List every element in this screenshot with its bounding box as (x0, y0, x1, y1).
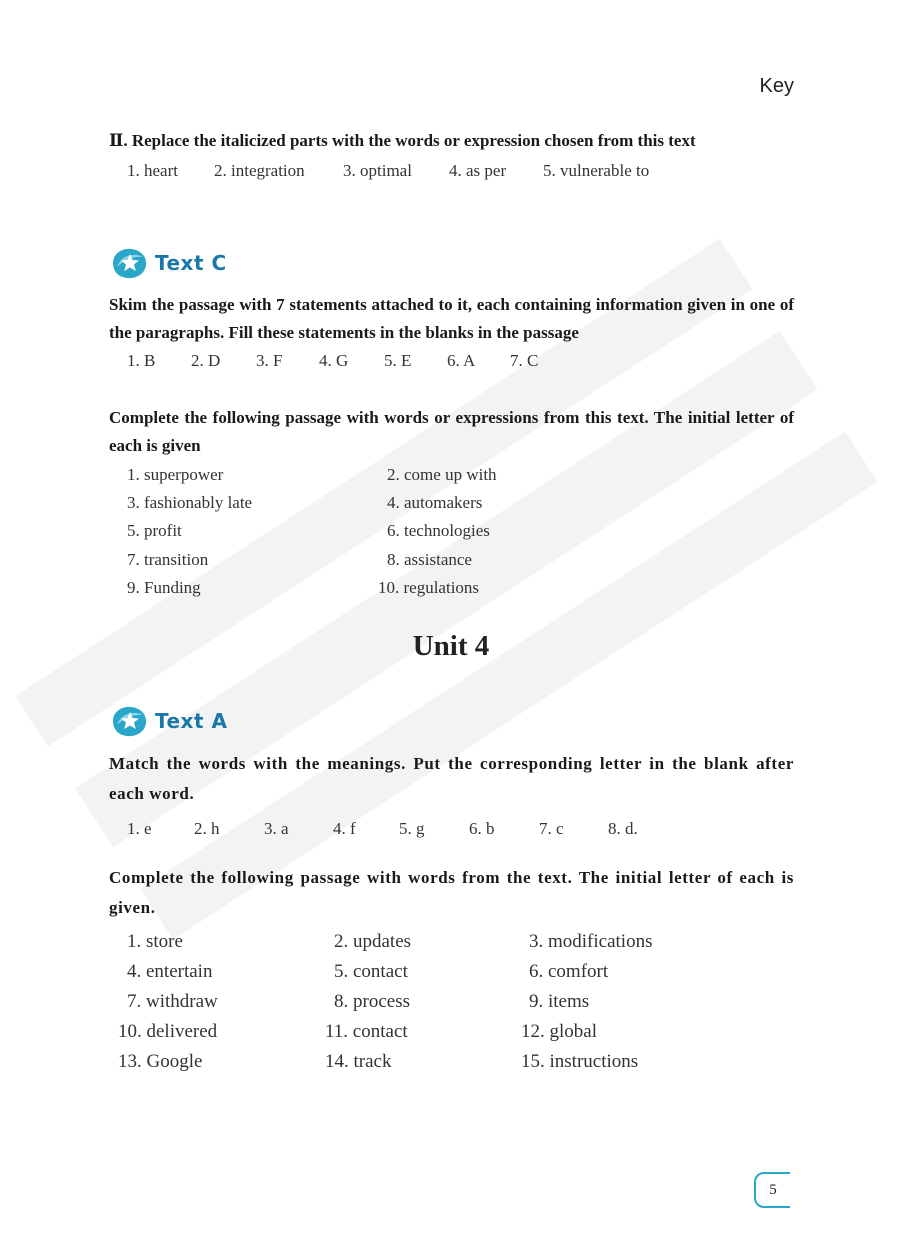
text-c-skim-heading: Skim the passage with 7 statements attached to it, each containing information given in one of the paragraphs. Fill these statements in the blanks in the passage (109, 295, 794, 342)
answer-item: 4. f (333, 819, 356, 838)
answer-item: 3. fashionably late (127, 493, 253, 512)
text-c-complete-heading: Complete the following passage with words or expressions from this text. The initial letter of each is given (109, 408, 794, 455)
unit-title: Unit 4 (412, 630, 490, 662)
answer-item: 7. c (539, 819, 564, 838)
answer-item: 3. F (256, 351, 283, 370)
answer-item: 13. Google (118, 1051, 203, 1072)
answer-item: 6. b (469, 819, 495, 838)
answer-item: 7. withdraw (127, 991, 218, 1012)
text-a-label (109, 703, 227, 739)
answer-item: 4. G (319, 351, 349, 370)
text-c-label (109, 245, 227, 281)
text-c-title: Text C (155, 251, 227, 275)
answer-item: 2. come up with (387, 465, 497, 484)
answer-item: 15. instructions (521, 1051, 639, 1072)
answer-item: 3. modifications (529, 931, 653, 952)
answer-item: 10. regulations (378, 578, 480, 597)
page-number: 5 (754, 1172, 790, 1208)
answer-item: 10. delivered (118, 1021, 218, 1042)
answer-item: 11. contact (325, 1021, 408, 1042)
header-key: Key (759, 75, 794, 97)
answer-item: 8. d. (608, 819, 638, 838)
answer-item: 5. E (384, 351, 412, 370)
text-a-match-heading: Match the words with the meanings. Put the corresponding letter in the blank after each word. (109, 754, 794, 803)
answer-item: 3. a (264, 819, 289, 838)
answer-item: 12. global (521, 1021, 597, 1042)
answer-item: 8. assistance (387, 550, 472, 569)
answer-item: 2. updates (334, 931, 412, 952)
answer-item: 2. D (191, 351, 221, 370)
answer-item: 1. store (127, 931, 183, 952)
answer-item: 9. Funding (127, 578, 201, 597)
answer-item: 14. track (325, 1051, 392, 1072)
answer-item: 6. technologies (387, 521, 490, 540)
answer-item: 5. contact (334, 961, 408, 982)
answer-item: 7. C (510, 351, 539, 370)
answer-item: 6. comfort (529, 961, 609, 982)
section-ii-heading: Ⅱ. Replace the italicized parts with the words or expression chosen from this text (109, 131, 696, 150)
text-a-complete-heading: Complete the following passage with words from the text. The initial letter of each is given. (109, 868, 794, 917)
answer-item: 3. optimal (343, 161, 412, 180)
answer-item: 1. superpower (127, 465, 224, 484)
answer-item: 4. automakers (387, 493, 483, 512)
answer-item: 2. integration (214, 161, 305, 180)
answer-item: 8. process (334, 991, 410, 1012)
answer-item: 6. A (447, 351, 476, 370)
answer-item: 5. g (399, 819, 425, 838)
answer-item: 7. transition (127, 550, 209, 569)
answer-item: 4. entertain (127, 961, 213, 982)
answer-item: 1. e (127, 819, 152, 838)
star-badge-icon (109, 246, 149, 280)
answer-item: 4. as per (449, 161, 507, 180)
star-badge-icon (109, 704, 149, 738)
answer-item: 2. h (194, 819, 220, 838)
text-a-title: Text A (155, 709, 228, 733)
answer-item: 5. profit (127, 521, 182, 540)
answer-item: 9. items (529, 991, 590, 1012)
answer-item: 5. vulnerable to (543, 161, 650, 180)
answer-item: 1. B (127, 351, 156, 370)
answer-item: 1. heart (127, 161, 178, 180)
